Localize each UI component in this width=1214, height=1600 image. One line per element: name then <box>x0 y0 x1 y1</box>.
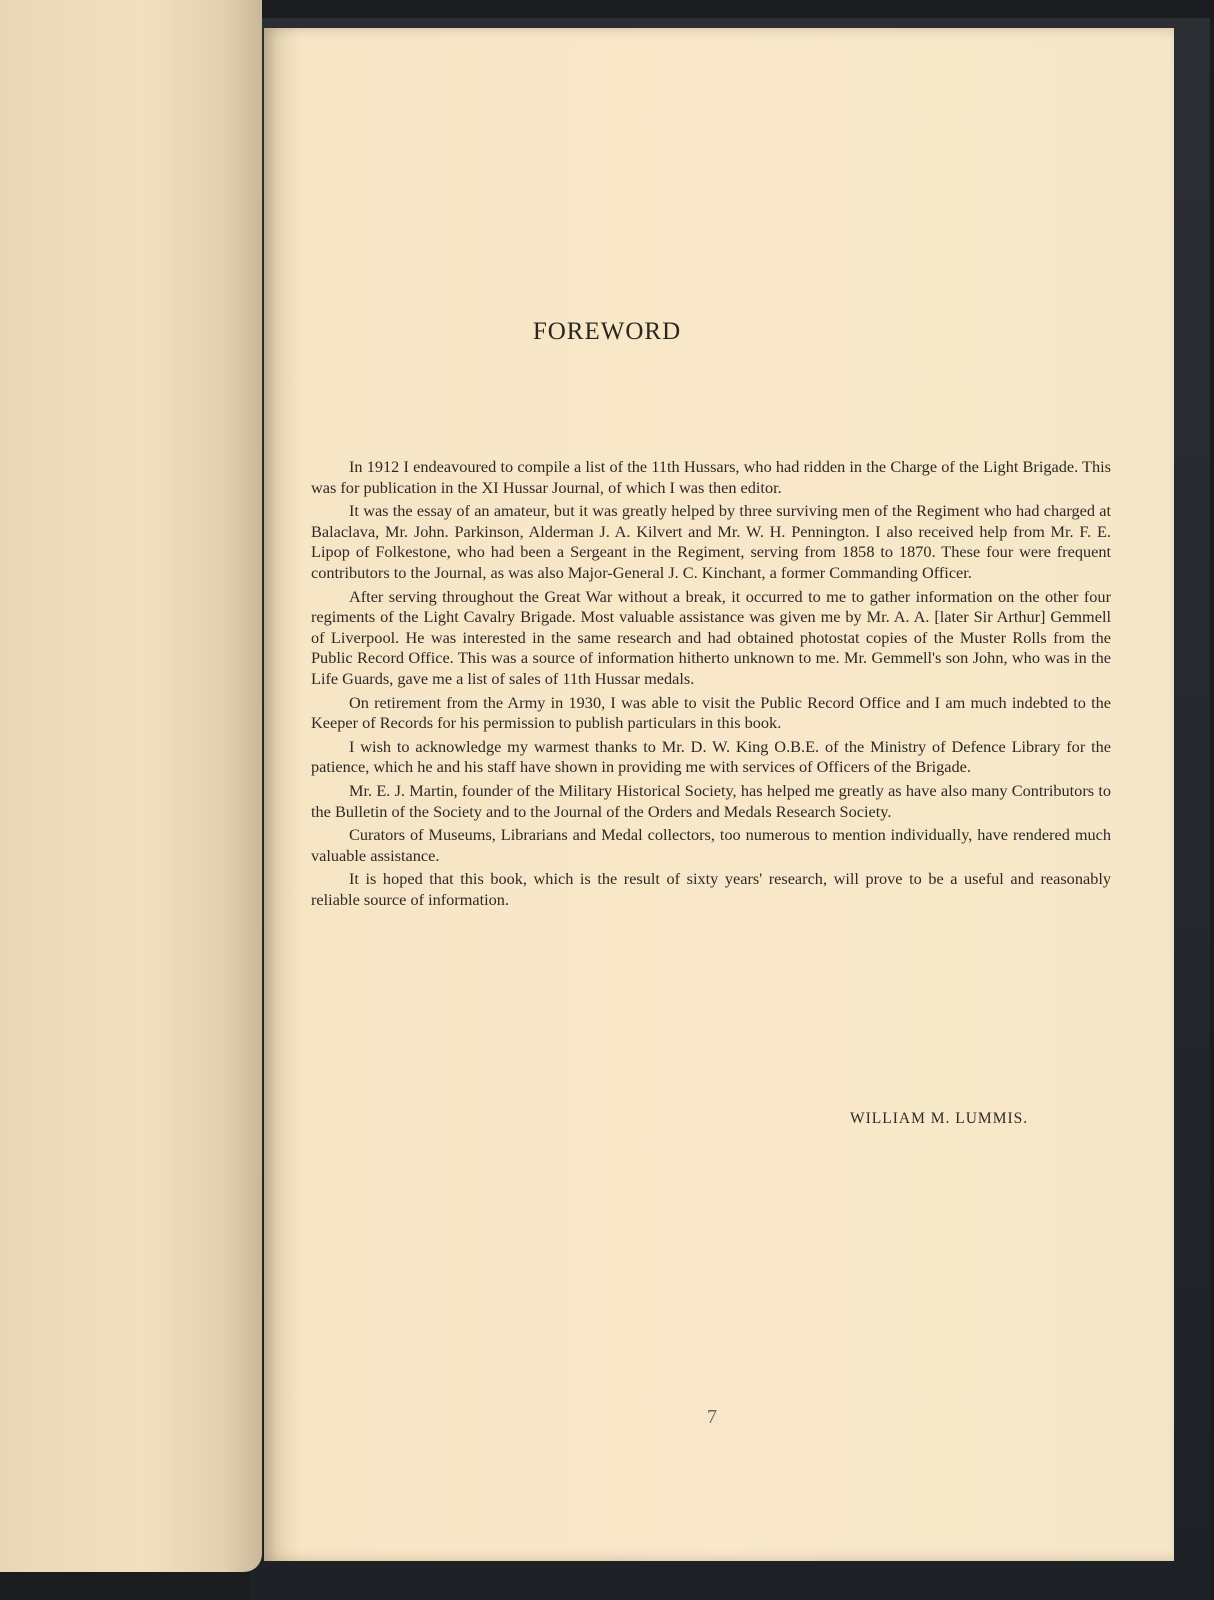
paragraph: Mr. E. J. Martin, founder of the Military Historical Society, has helped me greatly as have also many Contributors to the Bulletin of the Society and to the Journal of the Orders and Medals Research Society. <box>311 780 1111 821</box>
paragraph: It was the essay of an amateur, but it was greatly helped by three surviving men of the Regiment who had charged at Balaclava, Mr. John. Parkinson, Alderman J. A. Kilvert and Mr. W. H. Pennington. I also received help from Mr. F. E. Lipop of Folkestone, who had been a Sergeant in the Regiment, serving from 1858 to 1870. These four were frequent contributors to the Journal, as was also Major-General J. C. Kinchant, a former Commanding Officer. <box>311 501 1111 582</box>
paragraph: After serving throughout the Great War without a break, it occurred to me to gather information on the other four regiments of the Light Cavalry Brigade. Most valuable assistance was given me by Mr. A. A. [later Sir Arthur] Gemmell of Liverpool. He was interested in the same research and had obtained photostat copies of the Muster Rolls from the Public Record Office. This was a source of information hitherto unknown to me. Mr. Gemmell's son John, who was in the Life Guards, gave me a list of sales of 11th Hussar medals. <box>311 586 1111 688</box>
paragraph: Curators of Museums, Librarians and Medal collectors, too numerous to mention individually, have rendered much valuable assistance. <box>311 825 1111 865</box>
page-number: 7 <box>707 1406 717 1428</box>
paragraph: In 1912 I endeavoured to compile a list of the 11th Hussars, who had ridden in the Charge of the Light Brigade. This was for publication in the XI Hussar Journal, of which I was then editor. <box>311 457 1111 497</box>
page-title: FOREWORD <box>532 318 682 345</box>
foreword-body <box>311 457 1111 913</box>
paragraph: It is hoped that this book, which is the result of sixty years' research, will prove to be a useful and reasonably reliable source of information. <box>311 869 1111 909</box>
paragraph: On retirement from the Army in 1930, I was able to visit the Public Record Office and I am much indebted to the Keeper of Records for his permission to publish particulars in this book. <box>311 692 1111 733</box>
left-page <box>0 0 262 1572</box>
paragraph: I wish to acknowledge my warmest thanks to Mr. D. W. King O.B.E. of the Ministry of Defence Library for the patience, which he and his staff have shown in providing me with services of Officers of the Brigade. <box>311 736 1111 777</box>
author-signature: WILLIAM M. LUMMIS. <box>850 1110 1029 1127</box>
